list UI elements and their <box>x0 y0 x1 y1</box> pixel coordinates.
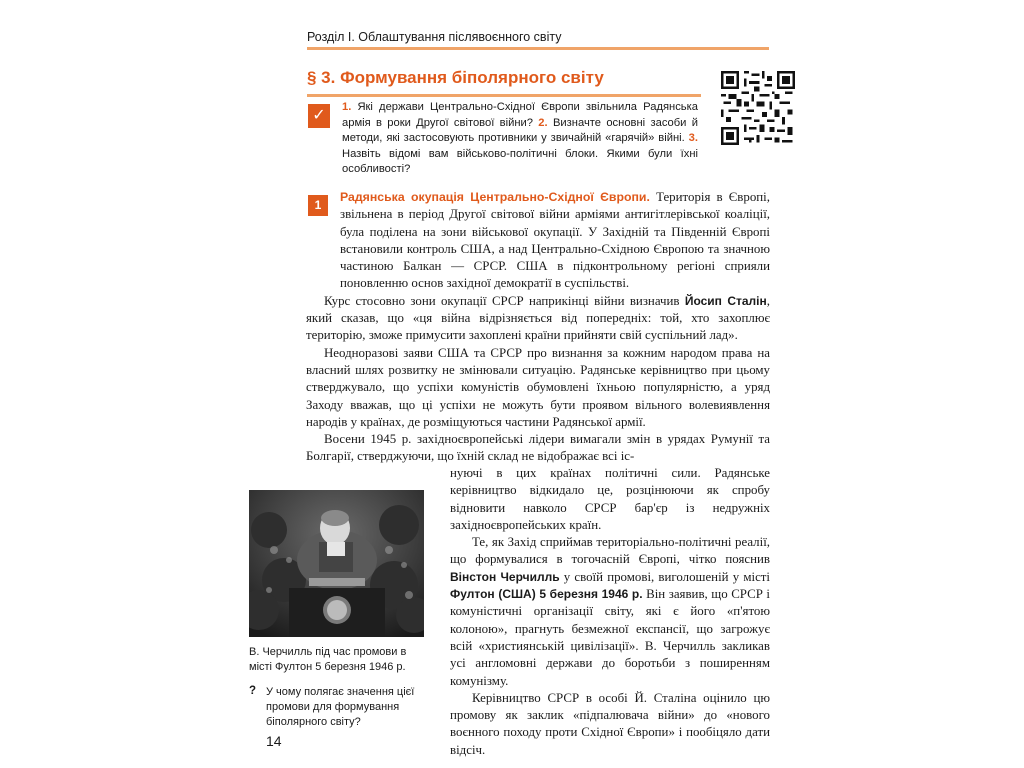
person-name: Вінстон Черчилль <box>450 569 560 584</box>
column-text <box>450 465 770 759</box>
question-mark-icon: ? <box>249 685 257 697</box>
qr-code-icon[interactable] <box>721 71 795 145</box>
paragraph: Керівництво СРСР в особі Й. Сталіна оцінило цю промову як заклик «підпалювача війни» до «нового воєнного походу проти Східної Європи» і пообіцяло дати відсіч. <box>450 690 770 757</box>
checkmark-icon: ✓ <box>308 104 330 128</box>
paragraph: нуючі в цих країнах політичні сили. Радянське керівництво відкидало це, розцінюючи як спробу відновити навколо СРСР бар'єр із недружніх західноєвропейських країн. <box>450 466 770 532</box>
question-text: Назвіть відомі вам військово-політичні блоки. Якими були їхні особливості? <box>342 147 698 175</box>
person-name: Йосип Сталін <box>684 293 767 308</box>
paragraph: Радянська окупація Центрально-Східної Європи. Територія в Європі, звільнена в період Другої світової війни арміями антигітлерівської коаліції, була поділена на зони військової окупації. У Західній та Південній Європі встановили контроль США, а над Центрально-Східною Європою та значною частиною Балкан — СРСР. США в підконтрольному регіоні сприяли поновленню основ західної демократії в суспільстві. <box>340 190 770 291</box>
place-date: Фултон (США) 5 березня 1946 р. <box>450 587 643 602</box>
paragraph: Неодноразові заяви США та СРСР про визнання за кожним народом права на власний шлях розвитку не змінювали ситуацію. Радянське керівництво при цьому стверджувало, що успіхи комуністів обумовлені їхньою популярністю, а уряд Заходу вважав, що ці успіхи не можуть бути проявом вільного волевиявлення народів у країнах, де розміщуються частини Радянської армії. <box>306 345 770 429</box>
section-title: § 3. Формування біполярного світу <box>307 68 604 87</box>
churchill-photo <box>249 490 424 637</box>
subsection-heading: Радянська окупація Центрально-Східної Європи. <box>340 190 650 204</box>
subsection-number: 1 <box>308 195 328 216</box>
question-number: 2. <box>538 116 548 129</box>
intro-questions <box>342 100 698 178</box>
main-text <box>306 189 770 466</box>
figure-question: У чому полягає значення цієї промови для формування біполярного світу? <box>266 686 415 728</box>
page-number: 14 <box>266 733 282 749</box>
paragraph: Те, як Захід сприймав територіально-політичні реалії, що формувалися в тогочасній Європі, чітко пояснив Вінстон Черчилль у своїй промові, виголошеній у місті Фултон (США) 5 березня 1946 р. Він заявив, що СРСР і комуністичні організації світу, які є його «п'ятою колоною», прагнуть безмежної експансії, що загрожує всій «християнській цивілізації». В. Черчилль закликав усі англомовні держави до боротьби з поширенням комунізму. <box>450 535 771 688</box>
figure-caption: В. Черчилль під час промови в місті Фултон 5 березня 1946 р. <box>249 646 407 673</box>
question-number: 1. <box>342 101 352 113</box>
paragraph: Курс стосовно зони окупації СРСР наприкінці війни визначив Йосип Сталін, який сказав, що «ця війна відрізняється від попередніх: той, хто захоплює територію, зможе примусити захоплені країни прийняти свій суспільний лад». <box>306 293 770 343</box>
question-number: 3. <box>688 132 698 144</box>
paragraph: Восени 1945 р. західноєвропейські лідери вимагали змін в урядах Румунії та Болгарії, стверджуючи, що їхній склад не відображає всі іс- <box>306 432 770 464</box>
question-text: Які держави Центрально-Східної Європи звільнила Радянська армія в роки Другої світової війни? <box>342 101 698 129</box>
title-rule <box>307 94 701 97</box>
question-text: Визначте основні засоби й методи, які застосовують противники у звичайній «гарячій» війні. <box>342 116 698 144</box>
running-title: Розділ І. Облаштування післявоєнного світу <box>307 30 562 44</box>
header-rule <box>307 47 769 50</box>
